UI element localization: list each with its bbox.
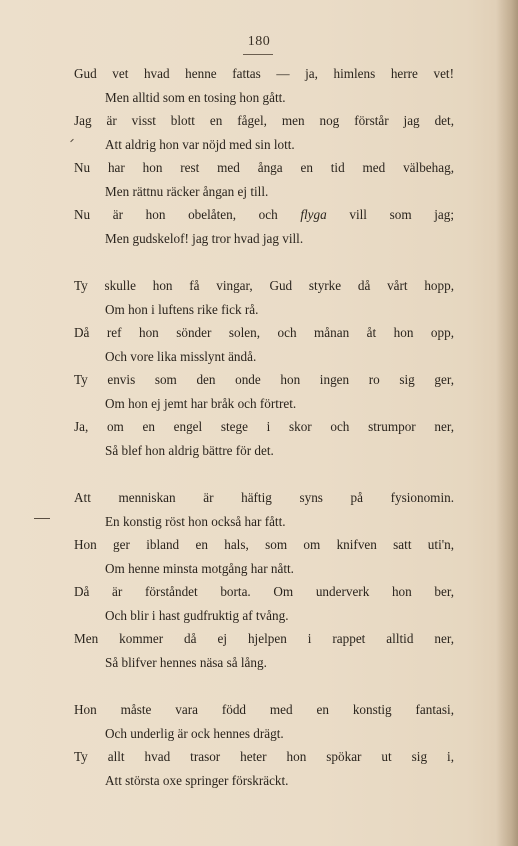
verse-line-indented: Om hon ej jemt har bråk och förtret. (105, 395, 297, 411)
verse-fragment: vill som jag; (326, 207, 454, 222)
verse-line-indented: Att största oxe springer förskräckt. (105, 772, 289, 788)
page-number-rule (243, 54, 273, 55)
verse-line: Hon måste vara född med en konstig fantasi, (74, 702, 454, 717)
verse-line: Då är förståndet borta. Om underverk hon ber, (74, 584, 454, 599)
stanza (74, 62, 454, 250)
verse-line-indented: En konstig röst hon också har fått. (105, 513, 286, 529)
verse-line: Ty allt hvad trasor heter hon spökar ut sig i, (74, 749, 454, 764)
verse-line-indented: Och vore lika misslynt ändå. (105, 348, 257, 364)
verse-line: Då ref hon sönder solen, och månan åt hon opp, (74, 325, 454, 340)
verse-line-indented: Så blef hon aldrig bättre för det. (105, 442, 274, 458)
italic-word: flyga (300, 207, 327, 222)
verse-line (74, 203, 454, 227)
verse-line-indented: Men alltid som en tosing hon gått. (105, 89, 286, 105)
verse-line-indented: Men gudskelof! jag tror hvad jag vill. (105, 230, 304, 246)
verse-line: Gud vet hvad henne fattas — ja, himlens herre vet! (74, 66, 454, 81)
margin-dash-mark (34, 518, 50, 519)
verse-line-indented: Och blir i hast gudfruktig af tvång. (105, 607, 289, 623)
verse-fragment: Nu är hon obelåten, och (74, 207, 301, 222)
stanza (74, 698, 454, 792)
verse-line: Ty envis som den onde hon ingen ro sig ger, (74, 372, 454, 387)
verse-line: Men kommer då ej hjelpen i rappet alltid ner, (74, 631, 454, 646)
verse-line: Jag är visst blott en fågel, men nog förstår jag det, (74, 113, 454, 128)
verse-line-indented: Så blifver hennes näsa så lång. (105, 654, 267, 670)
verse-line-indented: Om henne minsta motgång har nått. (105, 560, 294, 576)
page-spine-shadow (496, 0, 518, 846)
verse-line: Nu har hon rest med ånga en tid med välbehag, (74, 160, 454, 175)
verse-line-indented: Och underlig är ock hennes drägt. (105, 725, 284, 741)
page-number: 180 (247, 34, 271, 49)
stanza (74, 274, 454, 462)
verse-line-indented: Att aldrig hon var nöjd med sin lott. (105, 136, 295, 152)
verse-line: Ja, om en engel stege i skor och strumpor ner, (74, 419, 454, 434)
stanza (74, 486, 454, 674)
verse-line-indented: Men rättnu räcker ångan ej till. (105, 183, 269, 199)
verse-line: Ty skulle hon få vingar, Gud styrke då vårt hopp, (74, 278, 454, 293)
verse-line: Hon ger ibland en hals, som om knifven satt uti'n, (74, 537, 454, 552)
poem-text (74, 62, 454, 792)
verse-line: Att menniskan är häftig syns på fysionomin. (74, 490, 454, 505)
verse-line-indented: Om hon i luftens rike fick rå. (105, 301, 259, 317)
